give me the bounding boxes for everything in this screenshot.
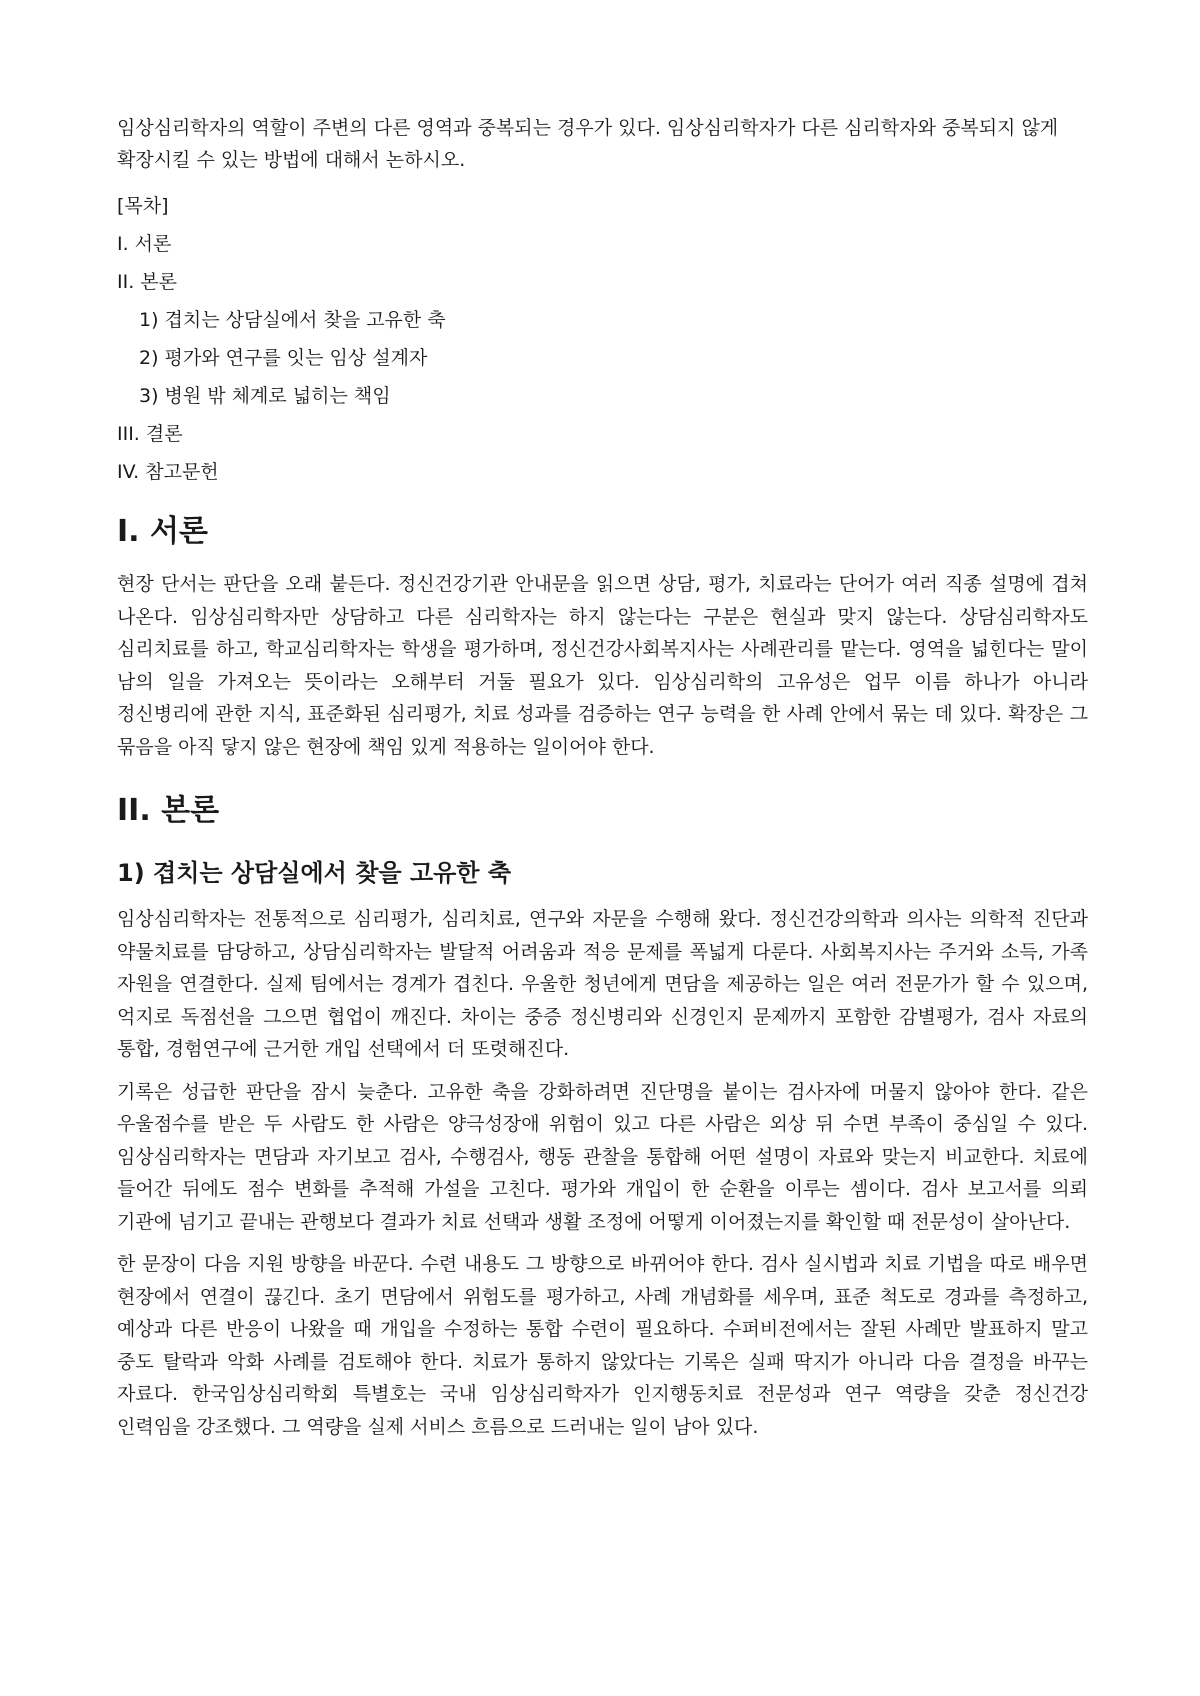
section-heading-intro: I. 서론: [117, 514, 208, 549]
intro-paragraph: 현장 단서는 판단을 오래 붙든다. 정신건강기관 안내문을 읽으면 상담, 평가, 치료라는 단어가 여러 직종 설명에 겹쳐 나온다. 임상심리학자만 상담하고 다른 심리학자는 하지 않는다는 구분은 현실과 맞지 않는다. 상담심리학자도 심리치료를 하고, 학교심리학자는 학생을 평가하며, 정신건강사회복지사는 사례관리를 맡는다. 영역을 넓힌다는 말이 남의 일을 가져오는 뜻이라는 오해부터 거둘 필요가 있다. 임상심리학의 고유성은 업무 이름 하나가 아니라 정신병리에 관한 지식, 표준화된 심리평가, 치료 성과를 검증하는 연구 능력을 한 사례 안에서 묶는 데 있다. 확장은 그 묶음을 아직 닿지 않은 현장에 책임 있게 적용하는 일이어야 한다.: [117, 573, 1088, 758]
toc-subitem-1: 1) 겹치는 상담실에서 찾을 고유한 축: [139, 309, 446, 331]
toc-subitems: [117, 308, 1088, 408]
toc-subitem-3: 3) 병원 밖 체계로 넓히는 책임: [139, 385, 391, 407]
toc-item-references: IV. 참고문헌: [117, 461, 219, 483]
toc-title: [목차]: [117, 195, 169, 217]
body-paragraph: 임상심리학자는 전통적으로 심리평가, 심리치료, 연구와 자문을 수행해 왔다. 정신건강의학과 의사는 의학적 진단과 약물치료를 담당하고, 상담심리학자는 발달적 어려움과 적응 문제를 폭넓게 다룬다. 사회복지사는 주거와 소득, 가족 자원을 연결한다. 실제 팀에서는 경계가 겹친다. 우울한 청년에게 면담을 제공하는 일은 여러 전문가가 할 수 있으며, 억지로 독점선을 그으면 협업이 깨진다. 차이는 중증 정신병리와 신경인지 문제까지 포함한 감별평가, 검사 자료의 통합, 경험연구에 근거한 개입 선택에서 더 또렷해진다.: [117, 908, 1088, 1060]
toc-item-intro: I. 서론: [117, 233, 172, 255]
table-of-contents: [117, 194, 1088, 484]
toc-item-conclusion: III. 결론: [117, 423, 183, 445]
section-heading-body: II. 본론: [117, 793, 220, 828]
assignment-question: 임상심리학자의 역할이 주변의 다른 영역과 중복되는 경우가 있다. 임상심리학자가 다른 심리학자와 중복되지 않게 확장시킬 수 있는 방법에 대해서 논하시오.: [117, 117, 1059, 171]
toc-subitem-2: 2) 평가와 연구를 잇는 임상 설계자: [139, 347, 428, 369]
toc-item-body: II. 본론: [117, 271, 177, 293]
subsection-heading-1: 1) 겹치는 상담실에서 찾을 고유한 축: [117, 859, 512, 887]
body-paragraph: 한 문장이 다음 지원 방향을 바꾼다. 수련 내용도 그 방향으로 바뀌어야 한다. 검사 실시법과 치료 기법을 따로 배우면 현장에서 연결이 끊긴다. 초기 면담에서 위험도를 평가하고, 사례 개념화를 세우며, 표준 척도로 경과를 측정하고, 예상과 다른 반응이 나왔을 때 개입을 수정하는 통합 수련이 필요하다. 수퍼비전에서는 잘된 사례만 발표하지 말고 중도 탈락과 악화 사례를 검토해야 한다. 치료가 통하지 않았다는 기록은 실패 딱지가 아니라 다음 결정을 바꾸는 자료다. 한국임상심리학회 특별호는 국내 임상심리학자가 인지행동치료 전문성과 연구 역량을 갖춘 정신건강 인력임을 강조했다. 그 역량을 실제 서비스 흐름으로 드러내는 일이 남아 있다.: [117, 1253, 1088, 1438]
body-paragraph: 기록은 성급한 판단을 잠시 늦춘다. 고유한 축을 강화하려면 진단명을 붙이는 검사자에 머물지 않아야 한다. 같은 우울점수를 받은 두 사람도 한 사람은 양극성장애 위험이 있고 다른 사람은 외상 뒤 수면 부족이 중심일 수 있다. 임상심리학자는 면담과 자기보고 검사, 수행검사, 행동 관찰을 통합해 어떤 설명이 자료와 맞는지 비교한다. 치료에 들어간 뒤에도 점수 변화를 추적해 가설을 고친다. 평가와 개입이 한 순환을 이루는 셈이다. 검사 보고서를 의뢰 기관에 넘기고 끝내는 관행보다 결과가 치료 선택과 생활 조정에 어떻게 이어졌는지를 확인할 때 전문성이 살아난다.: [117, 1080, 1088, 1233]
